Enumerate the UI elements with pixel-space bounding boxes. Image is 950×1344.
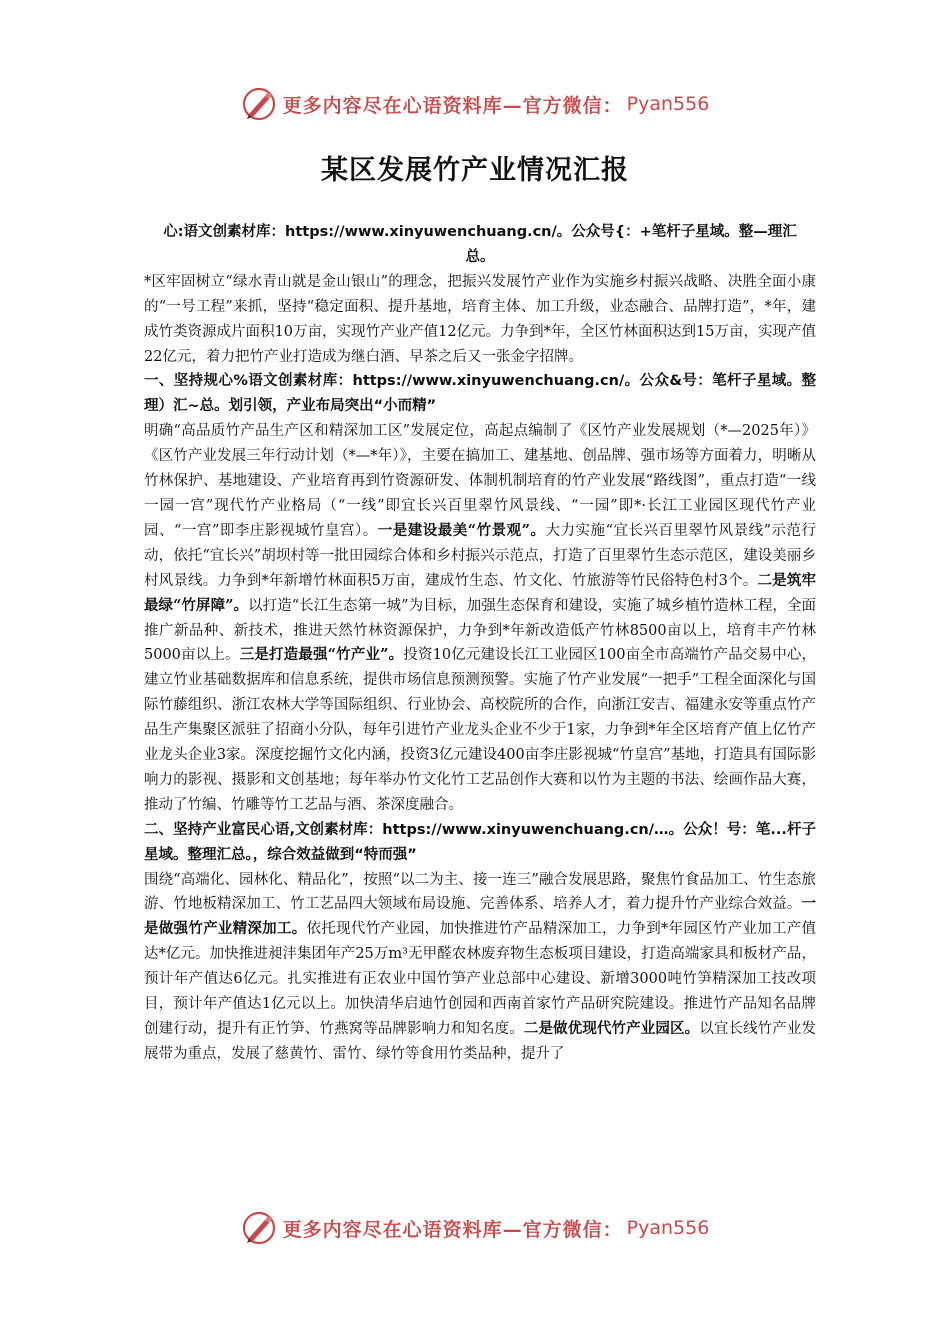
footer-banner	[0, 1208, 950, 1248]
section1-text-c: 以打造“长江生态第一城”为目标，加强生态保育和建设，实施了城乡植竹造林工程，全面推广新品种、新技术，推进天然竹林资源保护，力争到*年新改造低产竹林8500亩以上，培育丰产竹林5000亩以上。	[144, 597, 816, 664]
section2-point-2: 二是做优现代竹产业园区。	[523, 1020, 700, 1037]
document-title: 某区发展竹产业情况汇报	[321, 155, 629, 186]
document-body	[144, 220, 816, 1067]
banner-text: 更多内容尽在心语资料库—官方微信：	[282, 94, 623, 117]
pen-logo-icon	[241, 86, 277, 122]
section1-text-d: 投资10亿元建设长江工业园区100亩全市高端竹产品交易中心，建立竹业基础数据库和信息系统，提供市场信息预测预警。实施了竹产业发展“一把手”工程全面深化与国际竹藤组织、浙江农林大学等国际组织、行业协会、高校院所的合作，向浙江安吉、福建永安等重点竹产品生产集聚区派驻了招商小分队，每年引进竹产业龙头企业不少于1家，力争到*年全区培育产值上亿竹产业龙头企业3家。深度挖掘竹文化内涵，投资3亿元建设400亩李庄影视城“竹皇宫”基地，打造具有国际影响力的影视、摄影和文创基地；每年举办竹文化竹工艺品创作大赛和以竹为主题的书法、绘画作品大赛，推动了竹编、竹雕等竹工艺品与酒、茶深度融合。	[144, 647, 817, 813]
section1-text-a: 明确“高品质竹产品生产区和精深加工区”发展定位，高起点编制了《区竹产业发展规划（*—2025年）》《区竹产业发展三年行动计划（*—*年）》，主要在搞加工、建基地、创品牌、强市场等方面着力，明晰从竹林保护、基地建设、产业培育再到竹资源研发、体制机制培育的竹产业发展“路线图”，重点打造“一线一园一宫”现代竹产业格局（“一线”即宜长兴百里翠竹风景线、“一园”即*·长江工业园区现代竹产业园、“一宫”即李庄影视城竹皇宫）。	[144, 423, 816, 539]
section2-text-c: 以宜长线竹产业发展带为重点，发展了慈黄竹、雷竹、绿竹等食用竹类品种，提升了	[144, 1021, 817, 1062]
banner-wechat-id: Pyan556	[626, 93, 710, 115]
source-note: 心:语文创素材库：https://www.xinyuwenchuang.cn/。公众号{：+笔杆子星域。整—理汇总。	[163, 224, 797, 265]
section1-point-3: 三是打造最强“竹产业”。	[239, 646, 404, 664]
section2-paragraph	[144, 868, 816, 1067]
banner-wechat-id: Pyan556	[626, 1217, 710, 1239]
section2-heading: 二、坚持产业富民心语,文创素材库：https://www.xinyuwenchuang.cn/…。公众！号：笔...杆子星域。整理汇总。，综合效益做到“特而强”	[144, 821, 816, 863]
section2-text-b: 依托现代竹产业园，加快推进竹产品精深加工，力争到*年园区竹产业加工产值达*亿元。加快推进昶沣集团年产25万m³无甲醛农林废弃物生态板项目建设，打造高端家具和板材产品，预计年产值达6亿元。扎实推进有正农业中国竹笋产业总部中心建设、新增3000吨竹笋精深加工技改项目，预计年产值达1亿元以上。加快清华启迪竹创园和西南首家竹产品研究院建设。推进竹产品知名品牌创建行动，提升有正竹笋、竹燕窝等品牌影响力和知名度。	[144, 921, 817, 1037]
section2-text-a: 围绕“高端化、园林化、精品化”，按照“以二为主、接一连三”融合发展思路，聚焦竹食品加工、竹生态旅游、竹地板精深加工、竹工艺品四大领域布局设施、完善体系、培养人才，着力提升竹产业综合效益。	[144, 871, 816, 913]
section1-point-1: 一是建设最美“竹景观”。	[377, 521, 546, 539]
banner-text: 更多内容尽在心语资料库—官方微信：	[282, 1218, 623, 1241]
section1-text-b: 大力实施“宜长兴百里翠竹风景线”示范行动，依托“宜长兴”胡坝村等一批田园综合体和乡村振兴示范点，打造了百里翠竹生态示范区，建设美丽乡村风景线。力争到*年新增竹林面积5万亩，建成竹生态、竹文化、竹旅游等竹民俗特色村3个。	[144, 522, 817, 589]
header-banner	[0, 84, 950, 124]
section1-heading: 一、坚持规心%语文创素材库：https://www.xinyuwenchuang.cn/。公众&号：笔杆子星域。整理）汇~总。划引领，产业布局突出“小而精”	[144, 373, 816, 415]
section1-paragraph	[144, 419, 816, 818]
pen-logo-icon	[241, 1210, 277, 1246]
intro-paragraph: *区牢固树立“绿水青山就是金山银山”的理念，把振兴发展竹产业作为实施乡村振兴战略、决胜全面小康的“一号工程”来抓，坚持“稳定面积、提升基地，培育主体、加工升级，业态融合、品牌打造”，*年，建成竹类资源成片面积10万亩，实现竹产业产值12亿元。力争到*年，全区竹林面积达到15万亩，实现产值22亿元，着力把竹产业打造成为继白酒、早茶之后又一张金字招牌。	[144, 273, 816, 365]
section1-point-2: 二是筑牢最绿“竹屏障”。	[144, 571, 816, 614]
section2-point-1: 一是做强竹产业精深加工。	[144, 895, 816, 938]
